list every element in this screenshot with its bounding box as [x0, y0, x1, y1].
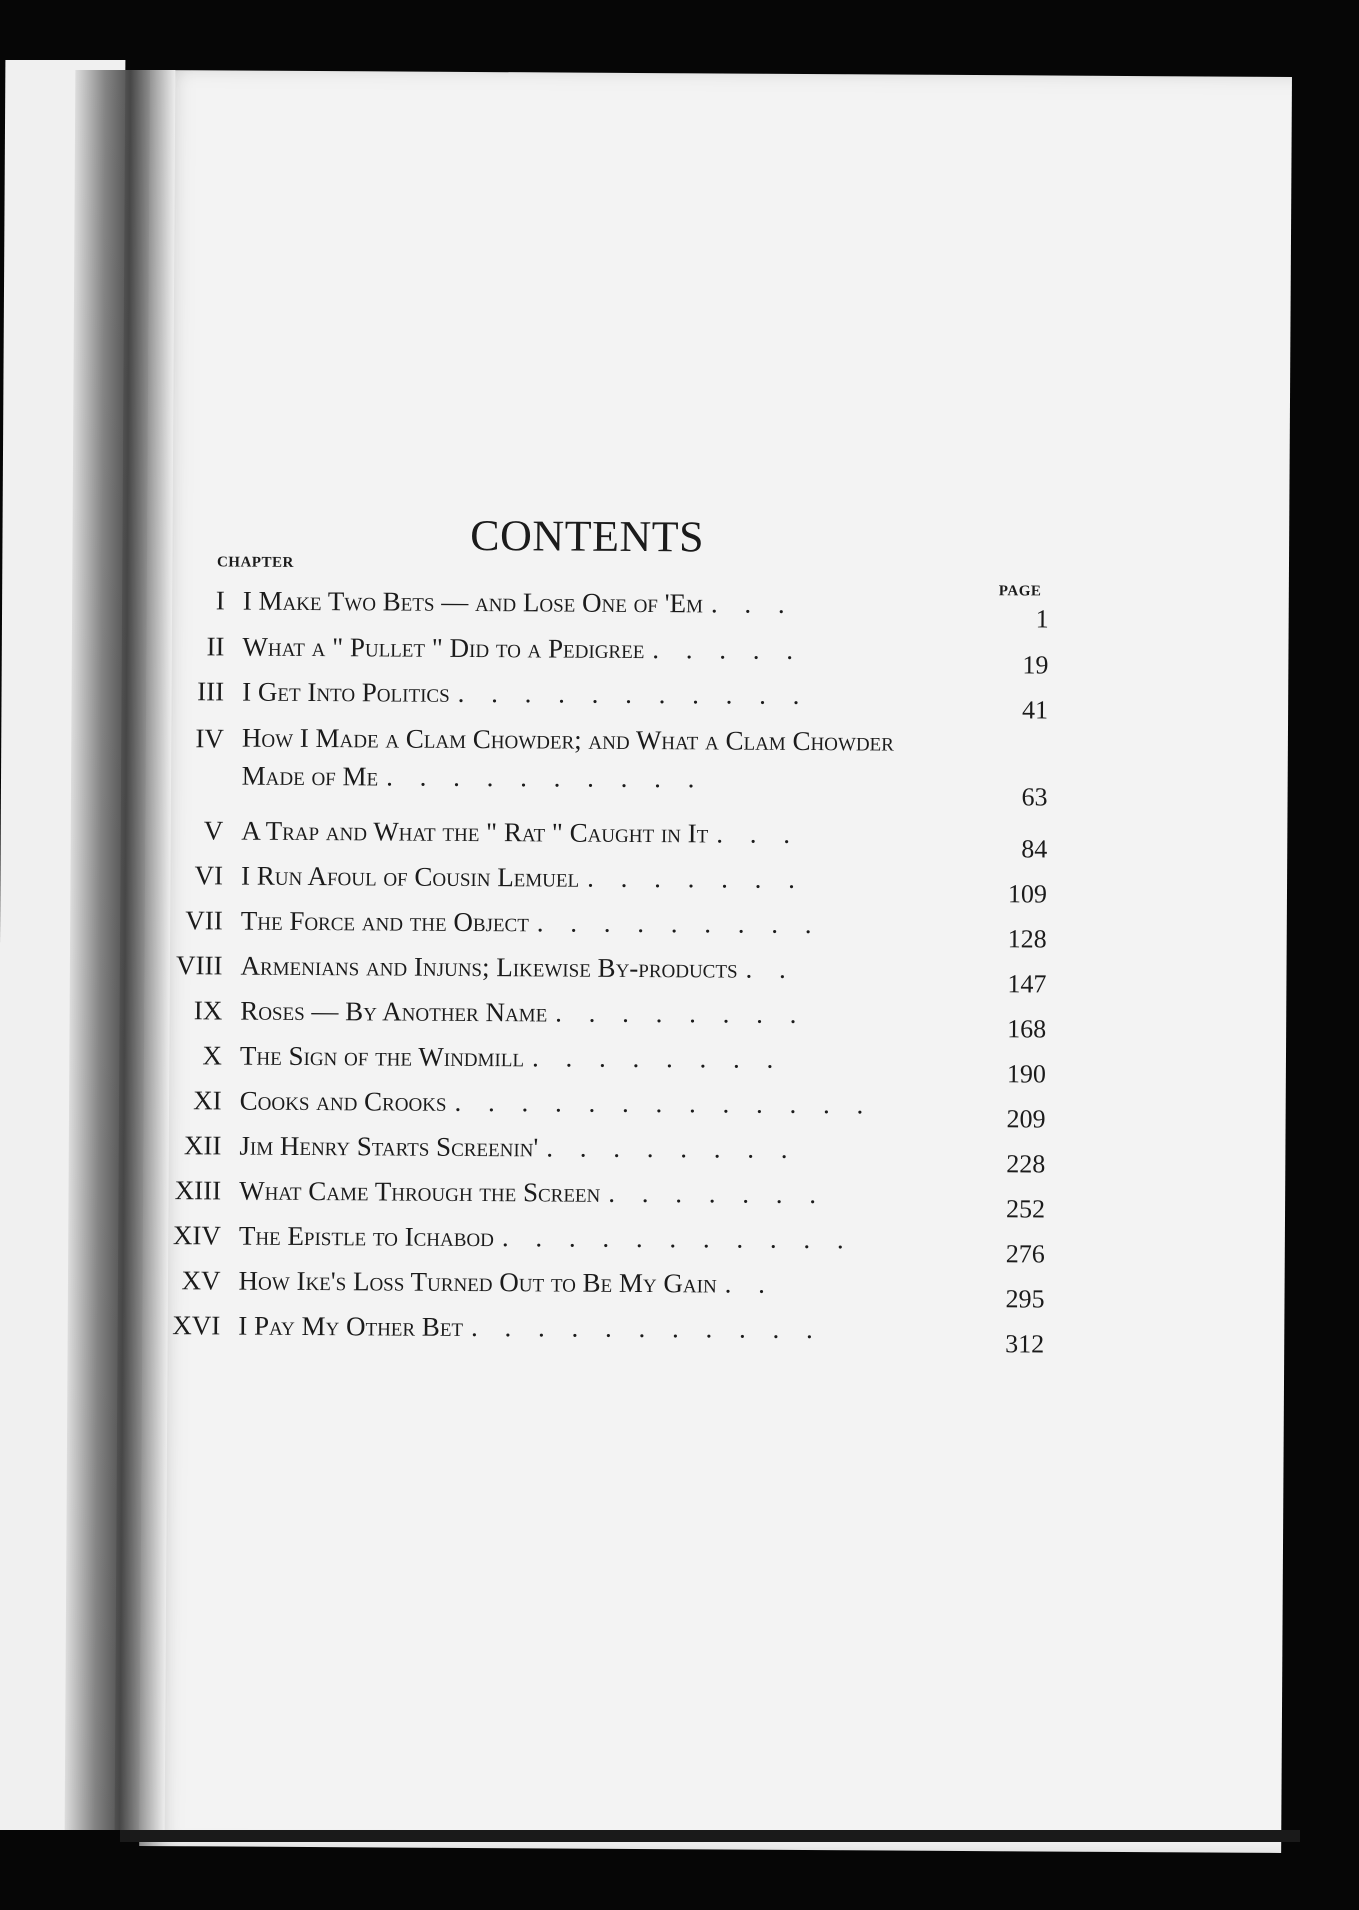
toc-entry — [143, 1215, 1045, 1269]
page-number: 63 — [1021, 782, 1048, 812]
chapter-number: I — [215, 585, 225, 616]
toc-entry — [145, 900, 1047, 954]
chapter-title: What Came Through the Screen . . . . . . . — [239, 1175, 827, 1210]
chapter-title: A Trap and What the " Rat " Caught in It . . . — [241, 815, 801, 849]
page-number: 312 — [1005, 1329, 1045, 1359]
dot-leader: . . . . . . . . — [531, 1042, 784, 1074]
toc-entry — [146, 718, 1048, 812]
chapter-title: What a " Pullet " Did to a Pedigree . . . . . — [242, 631, 804, 666]
dot-leader: . . . . . . . — [587, 862, 806, 895]
chapter-number: XIV — [172, 1220, 221, 1251]
chapter-title: How I Made a Clam Chowder; and What a Clam Chowder Made of Me . . . . . . . . . . — [241, 722, 894, 794]
chapter-number: X — [202, 1040, 223, 1071]
chapter-number: IV — [195, 723, 225, 754]
chapter-title: The Sign of the Windmill . . . . . . . . — [239, 1040, 784, 1074]
toc-entry — [147, 580, 1049, 634]
toc-entry — [144, 1080, 1046, 1134]
page-number: 109 — [1007, 879, 1048, 909]
dot-leader: . . — [724, 1268, 776, 1299]
toc-entry — [145, 810, 1048, 864]
dot-leader: . . . . . . . . . . . — [457, 677, 810, 711]
dot-leader: . . . — [716, 818, 801, 849]
dot-leader: . . — [745, 953, 796, 984]
toc-entry — [144, 990, 1047, 1044]
chapter-number: III — [197, 676, 225, 707]
page-number: 228 — [1006, 1149, 1046, 1179]
chapter-number: VIII — [175, 950, 223, 981]
contents-page — [139, 70, 1292, 1853]
toc-entry — [146, 626, 1049, 680]
chapter-title: I Run Afoul of Cousin Lemuel . . . . . . . — [240, 860, 806, 895]
toc-entry — [144, 1035, 1046, 1089]
chapter-title: Armenians and Injuns; Likewise By-products . . — [240, 950, 796, 984]
chapter-number: VII — [185, 905, 223, 936]
dot-leader: . . . . . . . — [608, 1177, 827, 1210]
page-number: 168 — [1007, 1014, 1047, 1044]
chapter-title: The Epistle to Ichabod . . . . . . . . . . . — [238, 1220, 854, 1255]
page-number: 209 — [1006, 1104, 1046, 1134]
chapter-number: XVI — [172, 1310, 221, 1341]
dot-leader: . . . . . . . . . . . — [501, 1222, 854, 1255]
toc-entry — [143, 1125, 1046, 1179]
page-bottom-edge — [120, 1830, 1300, 1842]
chapter-title: How Ike's Loss Turned Out to Be My Gain . . — [238, 1265, 776, 1299]
chapter-number: IX — [193, 995, 223, 1026]
dot-leader: . . . . . — [652, 634, 804, 666]
book-gutter-shadow — [65, 70, 176, 1830]
chapter-title: Cooks and Crooks . . . . . . . . . . . . . — [239, 1085, 874, 1120]
chapter-number: XII — [183, 1130, 222, 1161]
chapter-number: XI — [193, 1085, 222, 1116]
chapter-title: I Get Into Politics . . . . . . . . . . . — [242, 676, 810, 711]
dot-leader: . . . . . . . . . . — [386, 761, 705, 794]
chapter-number: II — [206, 631, 225, 662]
page-number: 295 — [1005, 1284, 1045, 1314]
chapter-title: Roses — By Another Name . . . . . . . . — [240, 995, 807, 1030]
chapter-number: VI — [194, 860, 224, 891]
page-number: 19 — [1022, 650, 1049, 680]
page-number: 1 — [1035, 604, 1049, 634]
page-number: 41 — [1022, 695, 1049, 725]
chapter-number: XV — [181, 1265, 221, 1296]
toc-entry — [143, 1170, 1046, 1224]
chapter-number: XIII — [174, 1175, 222, 1206]
page-number: 128 — [1007, 924, 1047, 954]
contents-heading: CONTENTS — [470, 510, 705, 562]
chapter-column-label: CHAPTER — [216, 554, 294, 571]
dot-leader: . . . . . . . . . — [536, 907, 822, 940]
page-number: 276 — [1005, 1239, 1045, 1269]
dot-leader: . . . . . . . . . . . — [471, 1311, 823, 1345]
toc-entry — [144, 945, 1047, 999]
page-number: 190 — [1006, 1059, 1046, 1089]
toc-entry — [145, 855, 1048, 909]
chapter-title: I Make Two Bets — and Lose One of 'Em . . . — [242, 585, 795, 619]
toc-entry — [142, 1260, 1045, 1314]
page-column-label: PAGE — [998, 583, 1042, 600]
chapter-title: Jim Henry Starts Screenin' . . . . . . . . — [239, 1130, 798, 1164]
toc-entry — [146, 671, 1049, 725]
table-of-contents — [139, 70, 1292, 1853]
chapter-number: V — [203, 815, 224, 846]
page-number: 147 — [1007, 969, 1047, 999]
dot-leader: . . . . . . . . . . . . . — [454, 1086, 874, 1120]
chapter-title: The Force and the Object . . . . . . . . . — [240, 905, 822, 940]
page-number: 252 — [1005, 1194, 1046, 1224]
page-number: 84 — [1021, 834, 1048, 864]
dot-leader: . . . . . . . . — [555, 997, 807, 1030]
toc-entry — [142, 1305, 1045, 1359]
dot-leader: . . . — [710, 588, 795, 619]
dot-leader: . . . . . . . . — [546, 1132, 798, 1164]
chapter-title: I Pay My Other Bet . . . . . . . . . . . — [238, 1310, 823, 1345]
